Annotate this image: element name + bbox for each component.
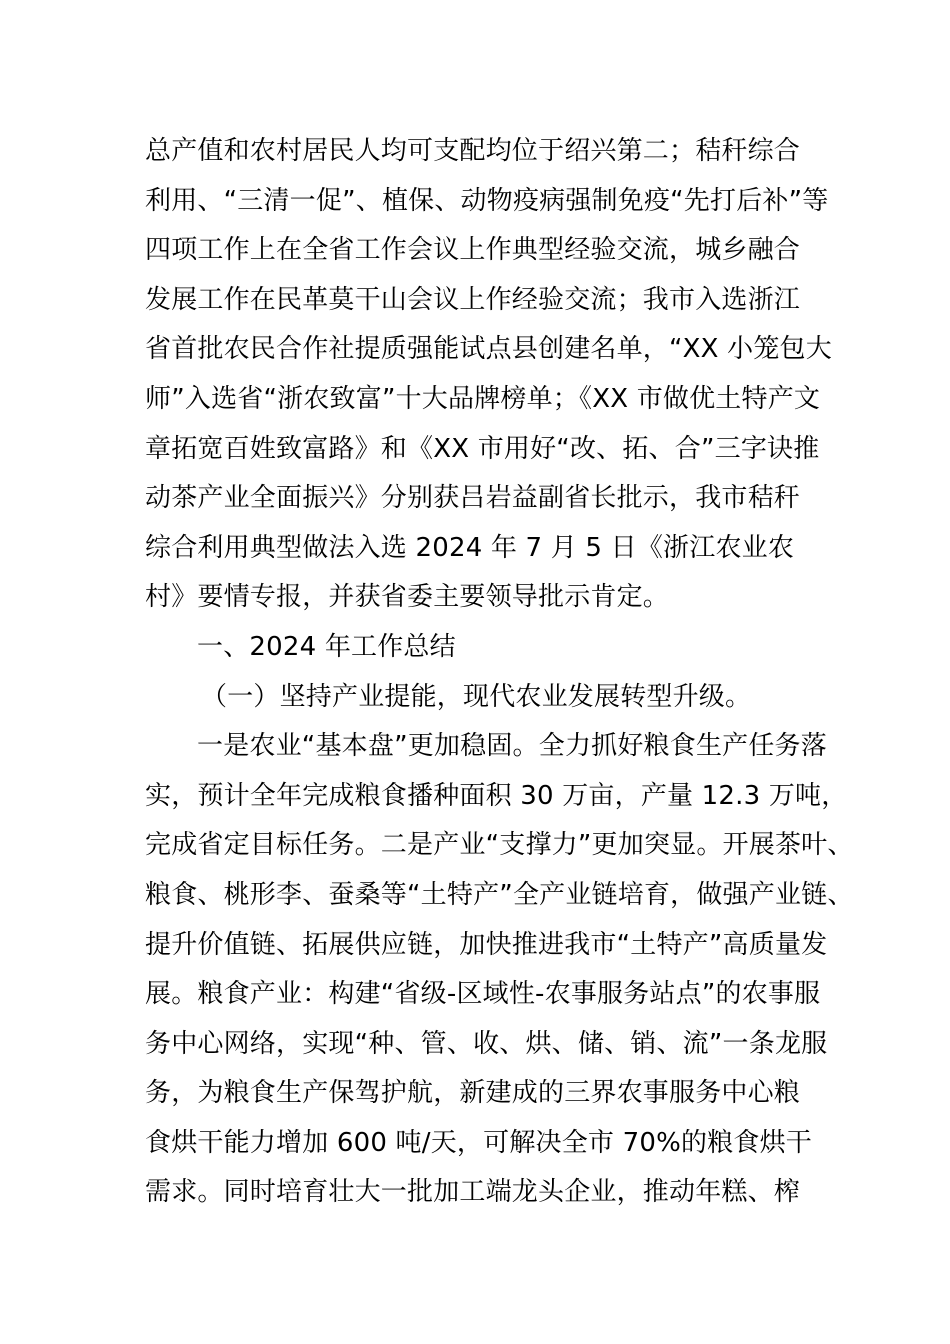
paragraph-line: 动茶产业全面振兴》分别获吕岩益副省长批示，我市秸秆 (145, 483, 801, 514)
paragraph-line: 实，预计全年完成粮食播种面积 30 万亩，产量 12.3 万吨， (145, 780, 848, 811)
paragraph-line: 提升价值链、拓展供应链，加快推进我市“土特产”高质量发 (145, 929, 828, 960)
paragraph-line: 综合利用典型做法入选 2024 年 7 月 5 日《浙江农业农 (145, 532, 795, 563)
paragraph-line: 务，为粮食生产保驾护航，新建成的三界农事服务中心粮 (145, 1078, 801, 1109)
paragraph-line: 需求。同时培育壮大一批加工端龙头企业，推动年糕、榨 (145, 1177, 801, 1208)
paragraph-line: 展。粮食产业：构建“省级-区域性-农事服务站点”的农事服 (145, 979, 821, 1010)
paragraph-line: 发展工作在民革莫干山会议上作经验交流；我市入选浙江 (145, 284, 801, 315)
document-body (145, 127, 854, 1218)
paragraph-line: 章拓宽百姓致富路》和《XX 市用好“改、拓、合”三字诀推 (145, 433, 820, 464)
paragraph-line: 一是农业“基本盘”更加稳固。全力抓好粮食生产任务落 (197, 731, 827, 762)
subsection-heading: （一）坚持产业提能，现代农业发展转型升级。 (201, 681, 752, 712)
paragraph-line: 利用、“三清一促”、植保、动物疫病强制免疫“先打后补”等 (145, 185, 829, 216)
section-heading: 一、2024 年工作总结 (197, 631, 456, 662)
paragraph-line: 完成省定目标任务。二是产业“支撑力”更加突显。开展茶叶、 (145, 830, 854, 861)
paragraph-line: 省首批农民合作社提质强能试点县创建名单，“XX 小笼包大 (145, 334, 832, 365)
paragraph-line: 村》要情专报，并获省委主要领导批示肯定。 (145, 582, 670, 613)
paragraph-line: 务中心网络，实现“种、管、收、烘、储、销、流”一条龙服 (145, 1028, 828, 1059)
paragraph-line: 食烘干能力增加 600 吨/天，可解决全市 70%的粮食烘干 (145, 1127, 812, 1158)
paragraph-line: 师”入选省“浙农致富”十大品牌榜单；《XX 市做优土特产文 (145, 383, 821, 414)
paragraph-line: 四项工作上在全省工作会议上作典型经验交流，城乡融合 (145, 235, 801, 266)
paragraph-line: 粮食、桃形李、蚕桑等“土特产”全产业链培育，做强产业链、 (145, 879, 854, 910)
paragraph-line: 总产值和农村居民人均可支配均位于绍兴第二；秸秆综合 (145, 136, 801, 166)
